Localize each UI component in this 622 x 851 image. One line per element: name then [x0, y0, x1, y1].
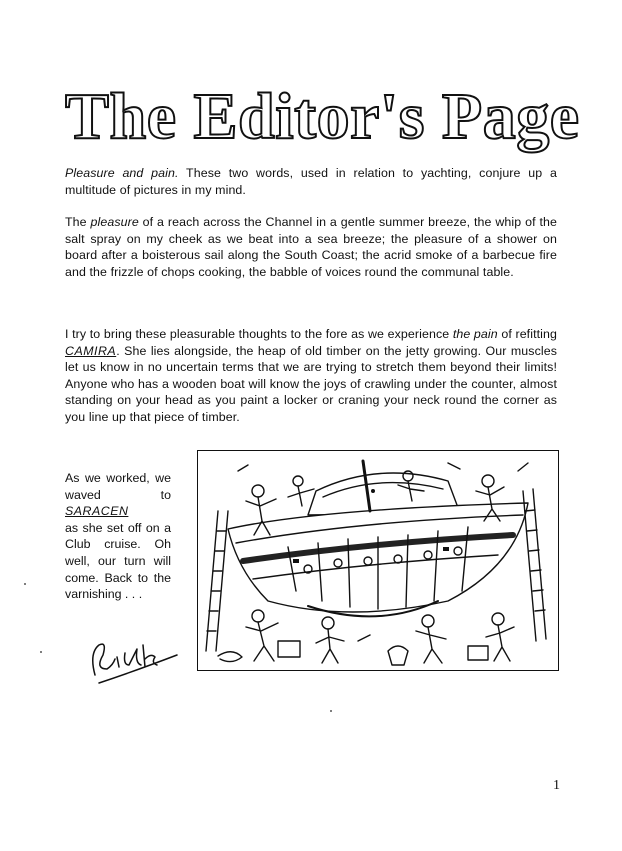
refit-text-start: I try to bring these pleasurable thoughts to the fore as we experience [65, 327, 453, 341]
sidebar-paragraph [65, 470, 171, 603]
print-speck [40, 651, 42, 653]
sidebar-text-end: as she set off on a Club cruise. Oh well, our turn will come. Back to the varnishing . . . [65, 520, 171, 602]
page-number: 1 [553, 778, 560, 793]
pleasure-paragraph [65, 214, 557, 280]
intro-paragraph [65, 165, 557, 198]
page-title: The Editor's Page [65, 80, 580, 153]
boat-name-saracen: SARACEN [65, 504, 129, 519]
refit-text-mid: of refitting [497, 327, 557, 341]
print-speck [24, 583, 26, 585]
print-speck [330, 710, 332, 712]
intro-emphasis: Pleasure and pain. [65, 166, 179, 180]
boat-name-camira: CAMIRA [65, 343, 117, 358]
pleasure-text-start: The [65, 215, 91, 229]
pleasure-text: of a reach across the Channel in a gentle summer breeze, the whip of the salt spray on my cheek as we beat into a sea breeze; the pleasure of a shower on board after a boisterous sail along the South Coast; the acrid smoke of a barbecue fire and the frizzle of chops cooking, the babble of voices round the communal table. [65, 215, 557, 279]
pleasure-emphasis: pleasure [90, 215, 139, 229]
sidebar-text-start: As we worked, we waved to [65, 471, 171, 502]
refit-text-end: . She lies alongside, the heap of old timber on the jetty growing. Our muscles let us know in no uncertain terms that we are trying to stretch them beyond their limits! Anyone who has a wooden boat will know the joys of crawling under the counter, almost standing on your head as you paint a locker or craning your neck round the corner as you line up that piece of timber. [65, 343, 557, 424]
editor-signature [85, 635, 180, 690]
intro-text: These two words, used in relation to yachting, conjure up a multitude of pictures in my mind. [65, 166, 557, 197]
boat-refit-cartoon [197, 450, 559, 671]
pain-emphasis: the pain [452, 327, 498, 341]
cartoon-drawing [198, 451, 557, 669]
refit-paragraph [65, 326, 557, 425]
